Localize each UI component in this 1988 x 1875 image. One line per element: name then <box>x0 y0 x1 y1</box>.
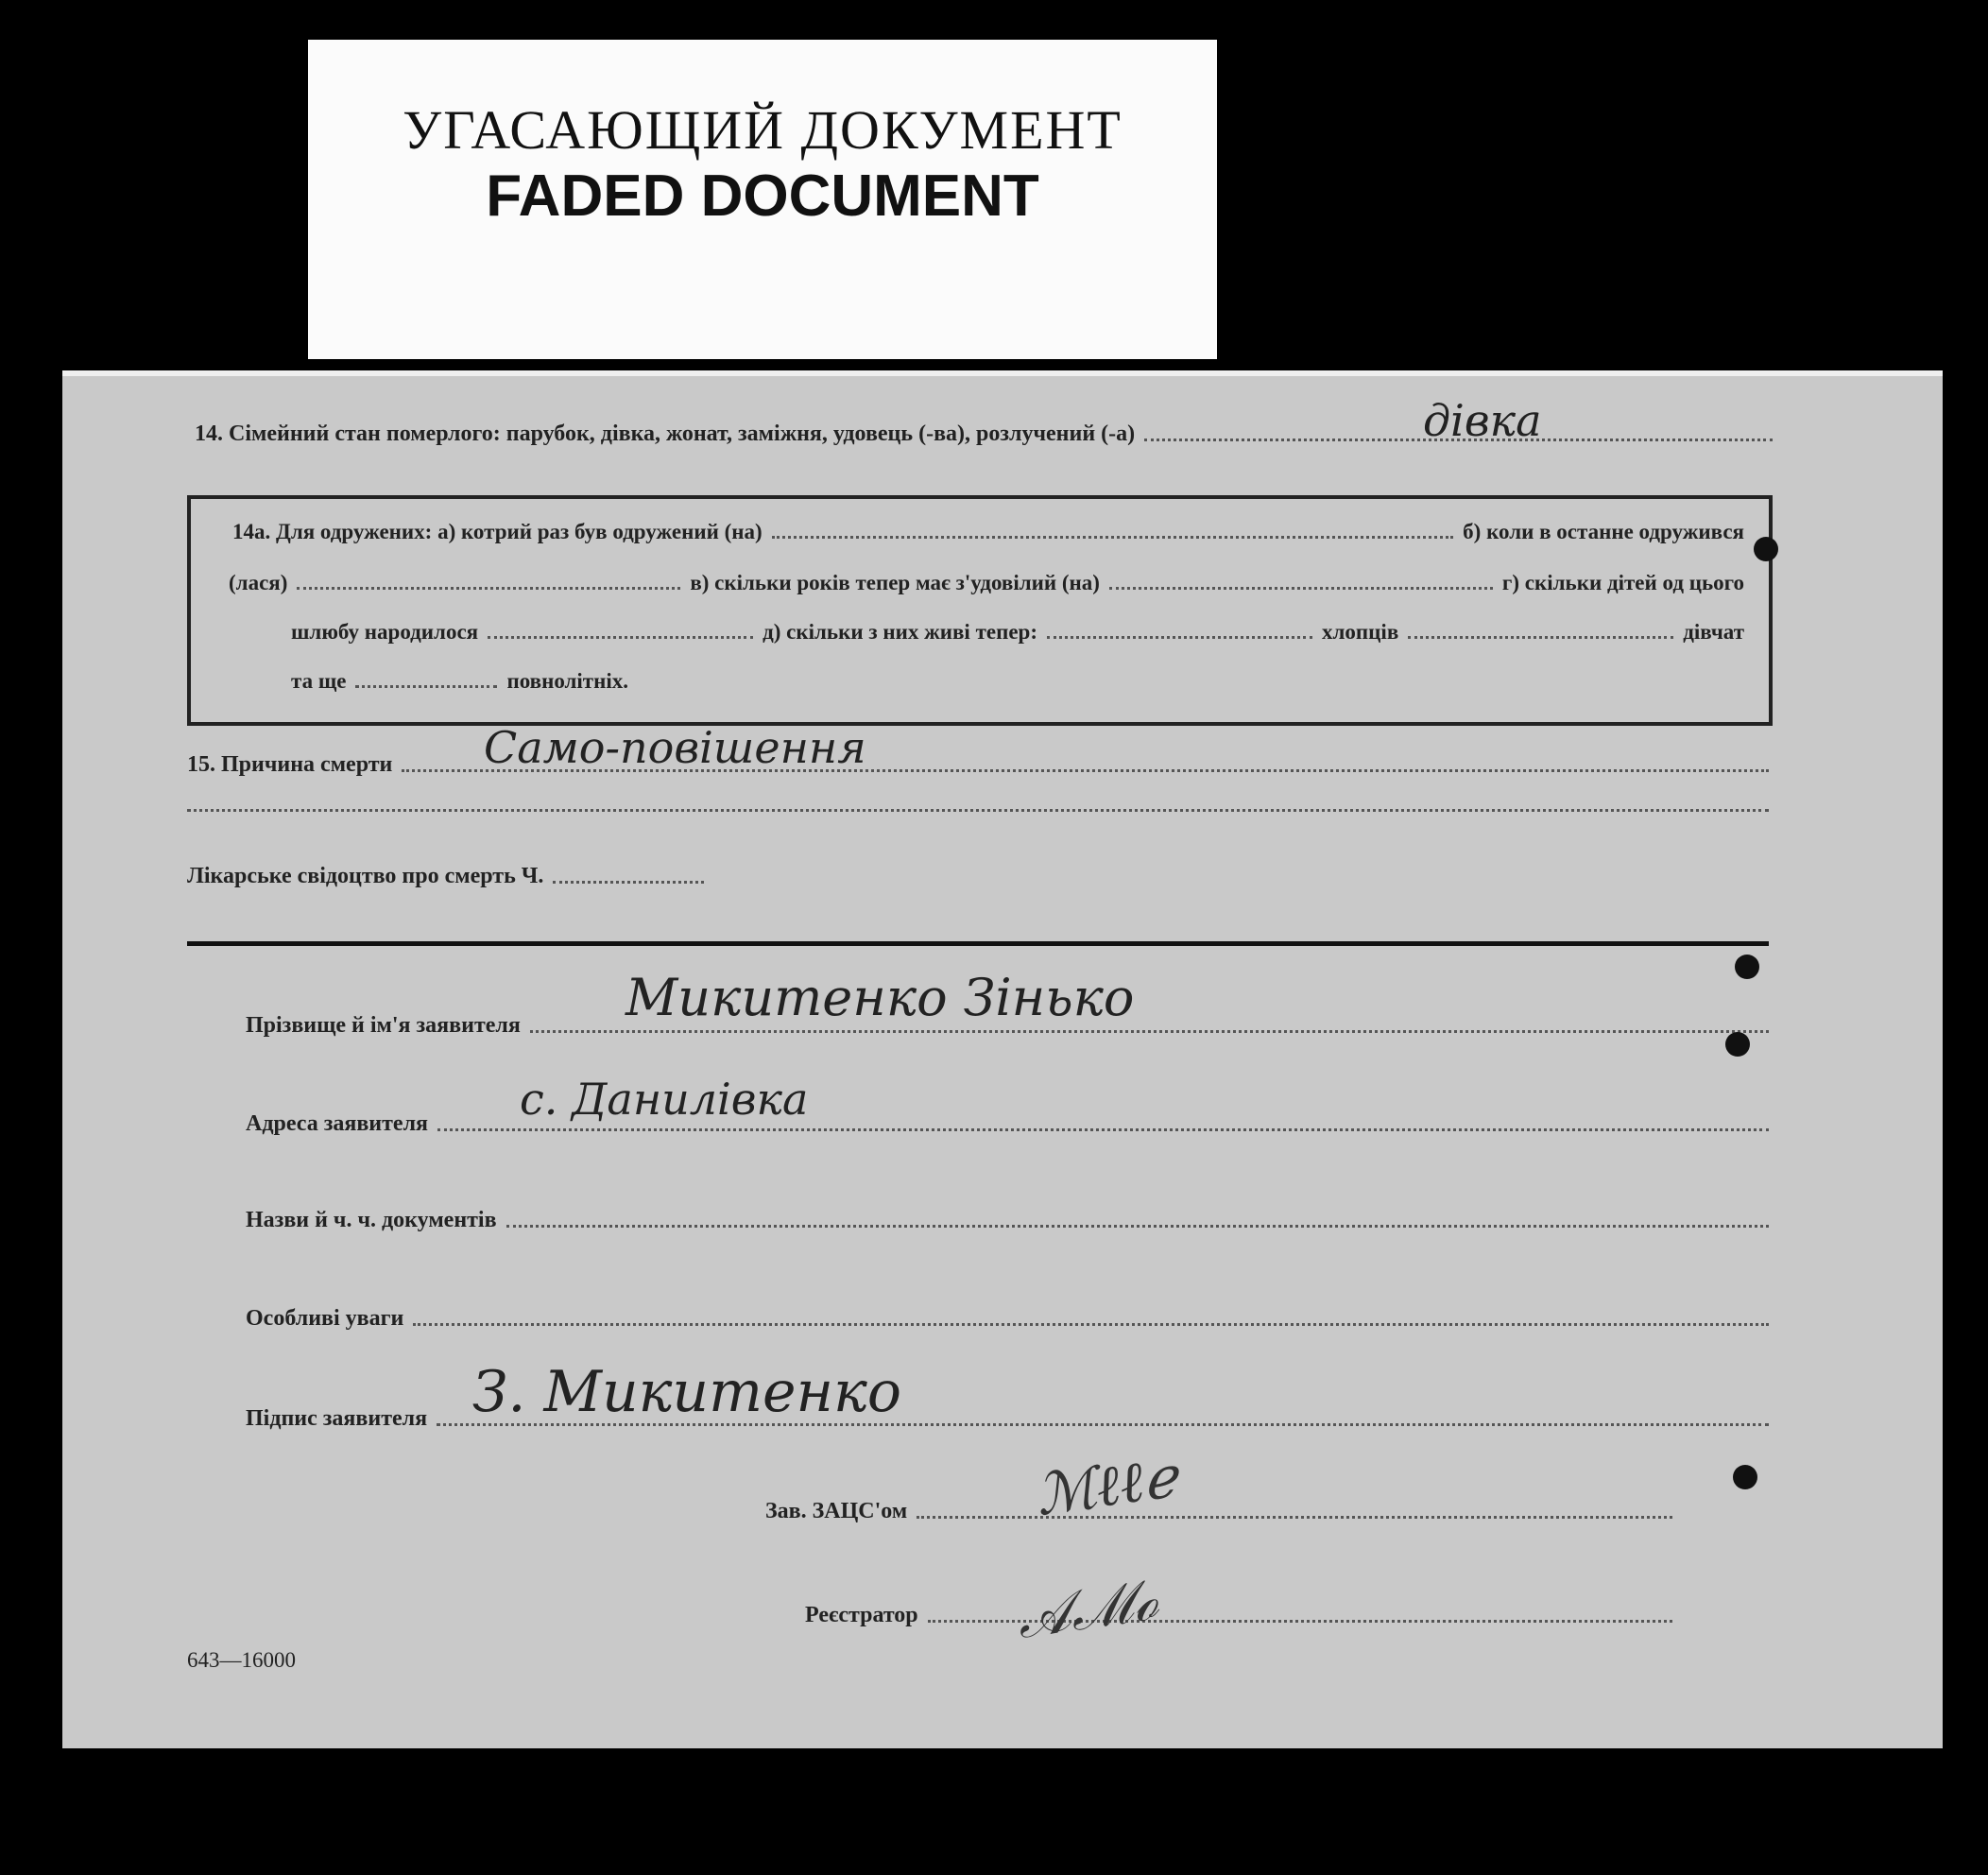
applicant-address-label: Адреса заявителя <box>246 1111 429 1136</box>
print-code: 643—16000 <box>187 1648 296 1672</box>
applicant-signature-value: З. Микитенко <box>472 1359 901 1425</box>
item14a-line3-text-c: хлопців <box>1322 620 1399 644</box>
label-russian: УГАСАЮЩИЙ ДОКУМЕНТ <box>403 99 1123 161</box>
documents-row <box>246 1208 1769 1233</box>
head-zags-label: Зав. ЗАЦС'ом <box>765 1499 908 1523</box>
dots <box>917 1516 1672 1519</box>
applicant-address-row <box>246 1111 1769 1137</box>
section-divider <box>187 941 1769 946</box>
dots <box>553 881 704 884</box>
dots <box>187 809 1769 812</box>
applicant-name-value: Микитенко Зінько <box>626 968 1135 1027</box>
punch-hole <box>1725 1032 1750 1057</box>
documents-label: Назви й ч. ч. документів <box>246 1208 497 1232</box>
dots <box>413 1323 1769 1326</box>
item14a-line4-text-a: та ще <box>291 669 347 693</box>
item14a-line2 <box>229 571 1744 595</box>
registrar-label: Реєстратор <box>805 1603 918 1627</box>
punch-hole <box>1733 1465 1757 1489</box>
item14a-line2-text-a: (лася) <box>229 571 288 594</box>
item14a-line3-text-b: д) скільки з них живі тепер: <box>763 620 1037 644</box>
item14a-line3-text-a: шлюбу народилося <box>291 620 479 644</box>
applicant-signature-label: Підпис заявителя <box>246 1406 428 1431</box>
registrar-signature-scribble: 𝒜ℳℴ <box>1012 1566 1162 1653</box>
form-page <box>62 370 1943 1748</box>
punch-hole <box>1754 537 1778 561</box>
medical-certificate-row <box>187 864 704 889</box>
item14-label: 14. Сімейний стан померлого: парубок, дівка, жонат, заміжня, удовець (-ва), розлучений (-а) <box>195 421 1136 446</box>
dots <box>297 587 680 590</box>
dots <box>355 685 497 688</box>
dots <box>1109 587 1493 590</box>
item15-line2 <box>187 809 1769 817</box>
dots <box>1047 636 1312 639</box>
item14a-line2-text-b: в) скільки років тепер має з'удовілий (на) <box>690 571 1100 594</box>
registrar-row <box>805 1603 1672 1628</box>
item14a-line3-text-d: дівчат <box>1683 620 1744 644</box>
notes-row <box>246 1306 1769 1332</box>
dots <box>437 1128 1769 1131</box>
item15-value: Само-повішення <box>484 722 866 773</box>
item14a-line1-text-a: 14а. Для одружених: а) котрий раз був одружений (на) <box>232 520 763 543</box>
item14a-line4-text-b: повнолітніх. <box>506 669 629 693</box>
applicant-name-label: Прізвище й ім'я заявителя <box>246 1013 521 1038</box>
dots <box>488 636 753 639</box>
dots <box>530 1030 1769 1033</box>
item14a-line4 <box>291 669 628 694</box>
dots <box>506 1225 1769 1228</box>
head-zags-row <box>765 1499 1672 1524</box>
item14a-line1 <box>232 520 1744 544</box>
punch-hole <box>1735 955 1759 979</box>
dots <box>1408 636 1673 639</box>
dots <box>772 536 1454 539</box>
faded-document-label <box>308 40 1217 359</box>
medical-certificate-label: Лікарське свідоцтво про смерть Ч. <box>187 864 544 888</box>
notes-label: Особливі уваги <box>246 1306 404 1331</box>
item14-value: дівка <box>1423 395 1542 446</box>
item14a-box <box>187 495 1773 726</box>
item14a-line1-text-b: б) коли в останне одружився <box>1463 520 1744 543</box>
item14a-line2-text-c: г) скільки дітей од цього <box>1501 571 1744 594</box>
item15-row <box>187 752 1769 778</box>
item14a-line3 <box>291 620 1744 645</box>
label-english: FADED DOCUMENT <box>486 163 1039 229</box>
head-signature-scribble: ℳℓℓℯ <box>1031 1443 1181 1530</box>
applicant-address-value: с. Данилівка <box>520 1074 809 1125</box>
item15-label: 15. Причина смерти <box>187 752 393 777</box>
